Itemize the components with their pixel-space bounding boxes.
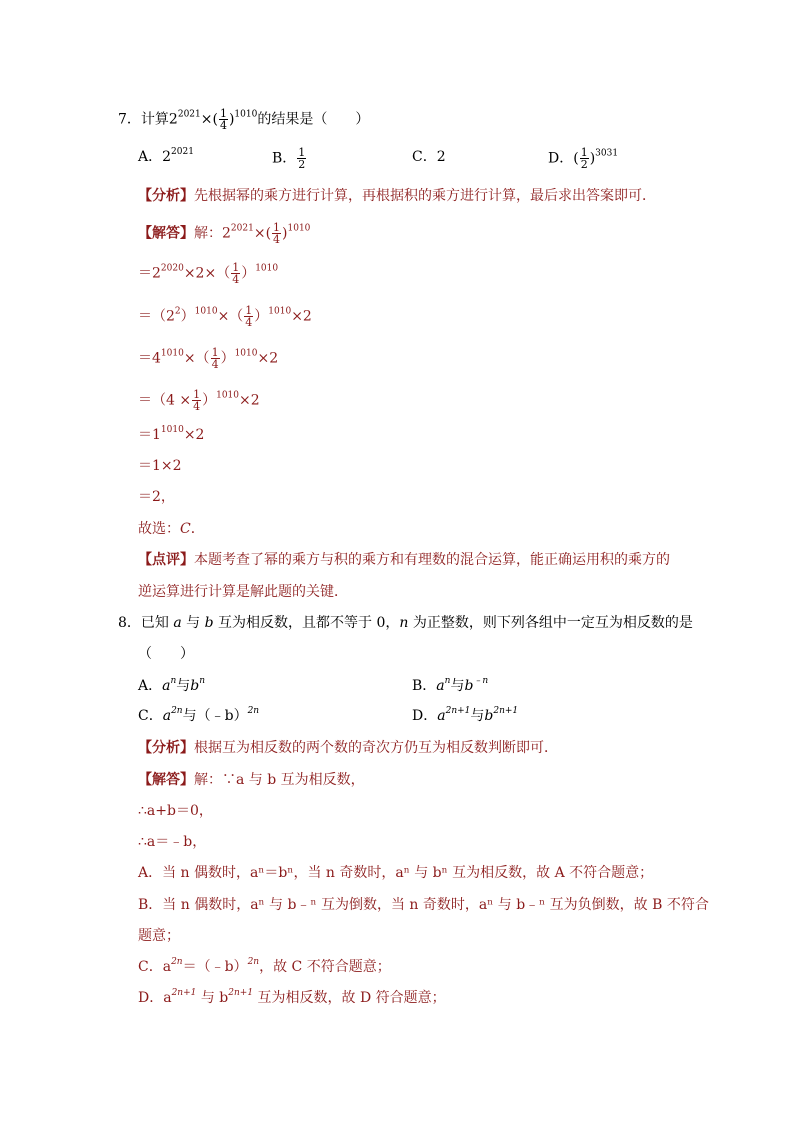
q7-step-6: ＝1×2 <box>138 458 182 474</box>
q7-option-a: A．$2^{2021}$ <box>138 147 194 165</box>
q7-option-d: D．( $\frac{1}{2}$ )$^{3031}$ <box>548 146 619 171</box>
q8-option-a: A．$a^n$与$b^n$ <box>138 676 206 694</box>
q8-line-d: D．$a^{2n+1}$ 与 $b^{2n+1}$ 互为相反数，故 D 符合题意； <box>138 988 446 1006</box>
q7-step-4: ＝（4 × $\frac{1}{4}$ ）$^{1010}$×2 <box>138 388 260 413</box>
q7-solution-head: 【解答】解：$2^{2021}\times$( $\frac{1}{4}$ )$^{1010}$ <box>138 221 311 246</box>
q7-step-1: $=2^{2020}\times 2\times$（ $\frac{1}{4}$ ）$^{1010}$ <box>138 261 279 286</box>
q7-step-3: $=4^{1010}\times$（ $\frac{1}{4}$ ）$^{1010}$×2 <box>138 346 279 371</box>
q7-comment-cont: 逆运算进行计算是解此题的关键． <box>138 584 348 600</box>
q8-option-c: C．$a^{2n}$与（﹣b）$^{2n}$ <box>138 706 260 724</box>
q8-line-c: C．$a^{2n}=(﹣b)^{2n}$，故 C 不符合题意； <box>138 957 391 975</box>
q8-option-b: B．$a^n$与$b^{﹣n}$ <box>412 676 489 694</box>
q8-solution-2: ∴a+b＝0， <box>138 803 213 819</box>
q8-stem: 8．已知 a 与 b 互为相反数，且都不等于 0，n 为正整数，则下列各组中一定互为相反数的是 <box>118 615 693 631</box>
q7-stem: 7．计算$2^{2021}\times$( $\frac{1}{4}$ )$^{1010}$的结果是（ ） <box>118 107 370 132</box>
q8-analysis: 【分析】根据互为相反数的两个数的奇次方仍互为相反数判断即可． <box>138 740 558 756</box>
q8-line-b-cont: 题意； <box>138 928 180 944</box>
q7-step-2: $=(2^2)^{1010}\times$（ $\frac{1}{4}$ ）$^{1010}$×2 <box>138 304 312 329</box>
q7-option-c: C．2 <box>412 149 446 165</box>
q8-solution-head: 【解答】解：∵a 与 b 互为相反数， <box>138 772 365 788</box>
q7-choice: 故选：C． <box>138 521 205 537</box>
q7-option-b: B． $\frac{1}{2}$ <box>272 146 306 171</box>
q8-solution-3: ∴a＝﹣b， <box>138 834 207 850</box>
q7-fraction: $\frac{1}{4}$ <box>219 107 227 132</box>
q7-step-7: ＝2， <box>138 489 175 505</box>
q8-line-a: A．当 n 偶数时，aⁿ＝bⁿ，当 n 奇数时，aⁿ 与 bⁿ 互为相反数，故 A 不符合题意； <box>138 865 654 881</box>
q7-analysis: 【分析】先根据幂的乘方进行计算，再根据积的乘方进行计算，最后求出答案即可． <box>138 188 656 204</box>
q7-step-5: $=1^{1010}\times 2$ <box>138 425 205 443</box>
q8-stem-paren: （ ） <box>138 646 194 662</box>
q8-option-d: D．$a^{2n+1}$与$b^{2n+1}$ <box>412 706 519 724</box>
q8-line-b: B．当 n 偶数时，aⁿ 与 b﹣ⁿ 互为倒数，当 n 奇数时，aⁿ 与 b﹣ⁿ 互为负倒数，故 B 不符合 <box>138 897 709 913</box>
q7-comment: 【点评】本题考查了幂的乘方与积的乘方和有理数的混合运算，能正确运用积的乘方的 <box>138 552 670 568</box>
